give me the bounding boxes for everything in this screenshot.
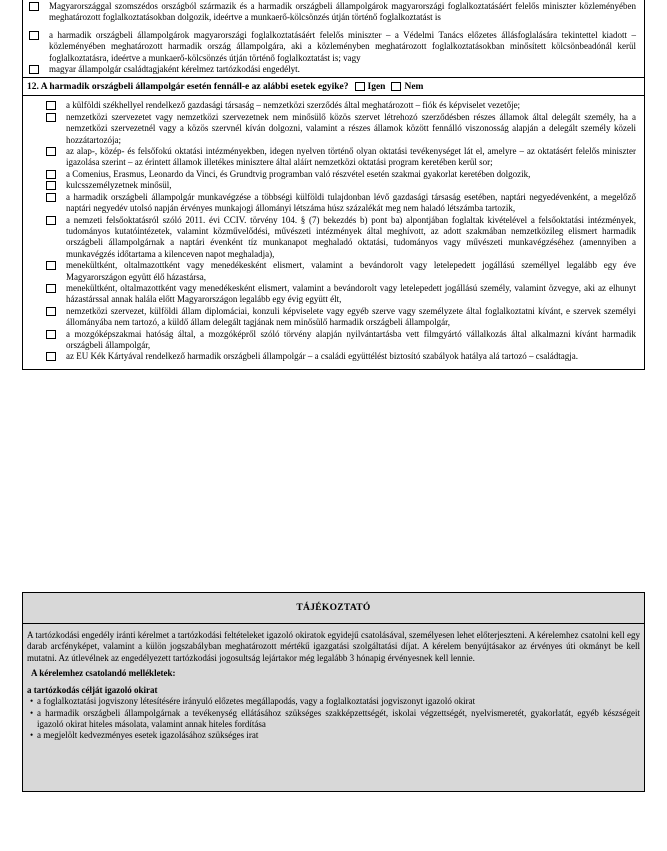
checkbox[interactable]: [46, 101, 56, 110]
option-text: a harmadik országbeli állampolgár munkavégzése a többségi külföldi tulajdonban lévő gazdasági társaság esetében, naptári negyedévenként, a megelőző naptári negyedév utolsó napján érvényes munkajogi állományi létszáma húsz százalékát meg nem haladó létszámba tartozik,: [66, 191, 636, 214]
info-paragraph: A tartózkodási engedély iránti kérelmet a tartózkodási feltételeket igazoló okiratok egyidejű csatolásával, személyesen lehet előterjeszteni. A kérelemhez csatolni kell egy darab arcfényképet, valamint a külön jogszabályban meghatározott mértékű igazgatási szolgáltatási díjat. A kérelem benyújtásakor az érvényes úti okmányt be kell mutatni. Az útlevélnek az engedélyezett tartózkodási jogosultság lejártakor még legalább 3 hónapig érvényesnek kell lennie.: [27, 630, 640, 663]
option-text: nemzetközi szervezet, külföldi állam diplomáciai, konzuli képviselete vagy egyéb szerve vagy személyzete által foglalkoztatni kívánt, e szervek személyi állományába nem tartozó, a küldő állam delegált tagjának nem minősülő harmadik országbeli állampolgár,: [66, 305, 636, 328]
form-section: [22, 0, 645, 370]
option-text: Magyarországgal szomszédos országból származik és a harmadik országbeli állampolgárok magyarországi foglalkoztatásáért felelős miniszter közleményében meghatározott foglalkoztatásokban dolgozik, ideértve a munkaerő-kölcsönzés útján történő foglalkoztatást is: [49, 1, 636, 23]
no-checkbox[interactable]: [391, 82, 401, 91]
checkbox[interactable]: [46, 113, 56, 122]
q12-option: [66, 351, 636, 362]
q12-option: [66, 260, 636, 283]
top-option-1: [49, 1, 636, 24]
checkbox[interactable]: [46, 193, 56, 202]
checkbox[interactable]: [29, 2, 39, 11]
attachments-heading: A kérelemhez csatolandó mellékletek:: [31, 667, 176, 678]
checkbox[interactable]: [46, 216, 56, 225]
q12-option: [66, 215, 636, 261]
question-12-row: [23, 77, 644, 96]
checkbox[interactable]: [29, 31, 39, 40]
checkbox[interactable]: [29, 65, 39, 74]
info-box: [22, 592, 645, 792]
option-text: kulcsszemélyzetnek minősül,: [66, 180, 172, 191]
q12-option: [66, 112, 636, 146]
question-12-options: [23, 96, 644, 368]
option-text: az alap-, közép- és felsőfokú oktatási intézményekben, idegen nyelven történő olyan oktatási tevékenységet lát el, amelyre – az oktatásért felelős miniszter igazolása szerint – az érintett államok illetékes minisztere által aláírt nemzetközi oktatási program keretében kerül sor;: [66, 146, 636, 168]
checkbox[interactable]: [46, 147, 56, 156]
checkbox[interactable]: [46, 261, 56, 270]
no-option[interactable]: [391, 82, 423, 92]
bullet-text: a foglalkoztatási jogviszony létesítésére irányuló előzetes megállapodás, vagy a foglalkoztatási jogviszonyt igazoló okirat: [37, 696, 476, 707]
bullet-icon: •: [30, 730, 34, 741]
bullet-text: a harmadik országbeli állampolgárnak a tevékenység ellátásához szükséges szakképzettségét, iskolai végzettségét, nyelvismeretét, gyakorlatát, egyéb készségeit igazoló okirat hiteles másolata, valamint annak hiteles fordítása: [37, 707, 640, 730]
checkbox[interactable]: [46, 181, 56, 190]
q12-option: [66, 180, 636, 191]
bullet-icon: •: [30, 696, 34, 707]
yes-checkbox[interactable]: [355, 82, 365, 91]
q12-option: [66, 146, 636, 169]
q12-option: [66, 100, 636, 111]
q12-option: [66, 192, 636, 215]
checkbox[interactable]: [46, 330, 56, 339]
option-text: menekültként, oltalmazottként vagy menedékesként elismert, valamint a bevándorolt vagy letelepedett jogállású személy, valamint özvegye, aki az elhunyt házastárssal annak halála előtt Magyarországon legalább egy évig együtt élt,: [66, 282, 636, 305]
info-title: TÁJÉKOZTATÓ: [23, 593, 644, 624]
option-text: a mozgóképszakmai hatóság által, a mozgóképről szóló törvény alapján nyilvántartásba vett filmgyártó vállalkozás által alkalmazni kívánt harmadik országbeli állampolgár,: [66, 328, 636, 350]
option-text: magyar állampolgár családtagjaként kérelmez tartózkodási engedélyt.: [49, 64, 300, 75]
option-text: a harmadik országbeli állampolgárok magyarországi foglalkoztatásáért felelős miniszter – a Védelmi Tanács előzetes állásfoglalására tekintettel kiadott – közleményében meghatározott harmadik ország állampolgára, aki a közleményben meghatározott foglalkoztatásokban minősített kölcsönbeadónál kerül foglalkoztatásra, ideértve a munkaerő-kölcsönzés útján történő foglalkoztatást is; vagy: [49, 29, 636, 63]
info-body: [23, 624, 644, 742]
no-label: Nem: [404, 81, 424, 92]
yes-option[interactable]: [355, 82, 386, 92]
top-options: [23, 0, 644, 77]
bullet-text: a megjelölt kedvezményes esetek igazolásához szükséges irat: [37, 730, 259, 741]
checkbox[interactable]: [46, 307, 56, 316]
option-text: az EU Kék Kártyával rendelkező harmadik országbeli állampolgár – a családi együttélést biztosító szabályok hatálya alá tartozó – családtagja.: [66, 351, 579, 362]
yes-label: Igen: [367, 81, 386, 92]
bullet-item: [27, 708, 640, 731]
purpose-heading: a tartózkodás célját igazoló okirat: [27, 685, 158, 696]
checkbox[interactable]: [46, 170, 56, 179]
checkbox[interactable]: [46, 284, 56, 293]
option-text: menekültként, oltalmazottként vagy menedékesként elismert, valamint a bevándorolt vagy letelepedett jogállású személlyel legalább egy éve Magyarországon együtt élő házastársa,: [66, 260, 636, 282]
q12-option: [66, 283, 636, 306]
top-option-2: [49, 30, 636, 64]
option-text: a Comenius, Erasmus, Leonardo da Vinci, és Grundtvig programban való részvétel esetén szakmai gyakorlat keretében dolgozik,: [66, 168, 531, 179]
checkbox[interactable]: [46, 352, 56, 361]
bullet-item: [27, 696, 640, 707]
q12-option: [66, 329, 636, 352]
option-text: nemzetközi szervezetet vagy nemzetközi szervezetnek nem minősülő közös szervet létrehozó szerződésben részes államok által delegált személy, ha a nemzetközi szervezetnél vagy a közös szervnél kíván dolgozni, valamint a részes államok között fennálló viszonosság alapján a delegált személy közeli hozzátartozója;: [66, 111, 636, 145]
q12-option: [66, 306, 636, 329]
bullet-item: [27, 730, 640, 741]
option-text: a nemzeti felsőoktatásról szóló 2011. évi CCIV. törvény 104. § (7) bekezdés b) pont ba) alpontjában foglaltak kivételével a felsőoktatási intézmények, tudományos kutatóintézetek, valamint közművelődési, művészeti intézmények által meghívott, az adott szakmában nemzetközileg elismert harmadik országbeli állampolgárnak a naptári évenként tíz munkanapot meghaladó oktatási, tudományos vagy művészeti munkavégzéséhez (amennyiben a munkavégzés időtartama a kilenceven napot meghaladja),: [66, 214, 636, 259]
question-12-label: 12. A harmadik országbeli állampolgár esetén fennáll-e az alábbi esetek egyike?: [27, 81, 349, 92]
bullet-icon: •: [30, 707, 34, 718]
q12-option: [66, 169, 636, 180]
top-option-3: [49, 64, 636, 75]
option-text: a külföldi székhellyel rendelkező gazdasági társaság – nemzetközi szerződés által meghatározott – fiók és képviselet vezetője;: [66, 100, 521, 111]
